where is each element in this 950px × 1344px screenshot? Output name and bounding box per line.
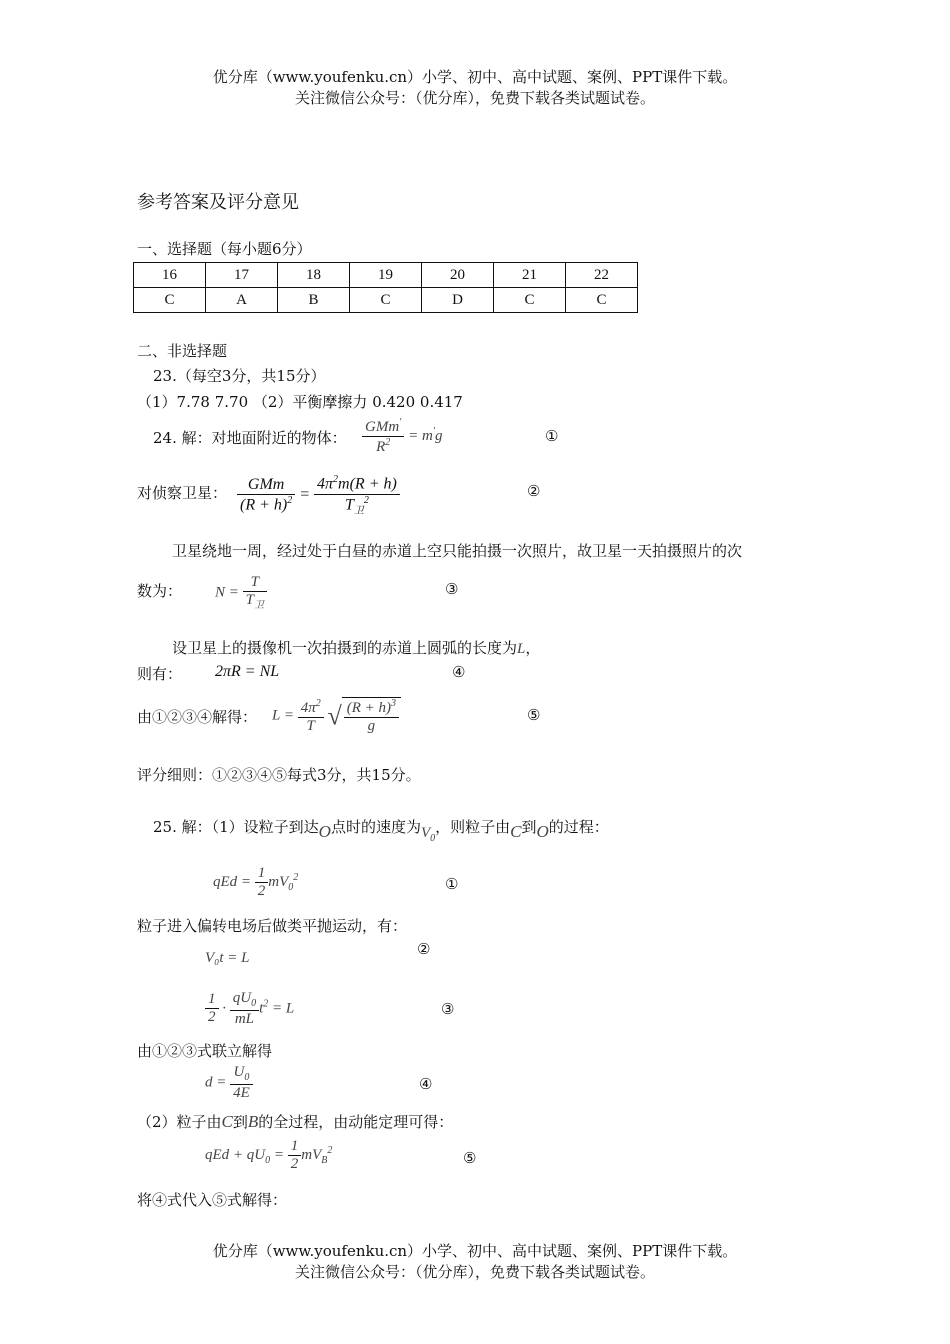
table-cell: 20 (422, 263, 494, 288)
part2-b: 到 (232, 1113, 248, 1131)
q25-intro-b: 点时的速度为 (330, 818, 421, 836)
q25-marker-2: ② (417, 940, 431, 958)
table-cell: 19 (350, 263, 422, 288)
answer-table (133, 262, 638, 313)
q25-marker-4: ④ (419, 1075, 433, 1093)
var-c: C (510, 822, 522, 841)
var-o: O (318, 822, 331, 841)
var-b: B (247, 1112, 259, 1131)
page-title: 参考答案及评分意见 (137, 192, 299, 213)
table-cell: D (422, 288, 494, 313)
header-line-1: 优分库（www.youfenku.cn）小学、初中、高中试题、案例、PPT课件下载。 (212, 68, 738, 86)
table-cell: 16 (134, 263, 206, 288)
equation-1: $\frac{GMm'}{R^2}$ = m′g (362, 417, 443, 457)
q25-marker-1: ① (445, 875, 459, 893)
enter-field-text: 粒子进入偏转电场后做类平抛运动，有： (137, 917, 408, 935)
q23-heading: 23.（每空3分，共15分） (153, 367, 326, 385)
para2-end: ， (525, 639, 541, 657)
solve-label: 由①②③④解得： (137, 708, 258, 726)
q25-intro-d: 到 (521, 818, 537, 836)
q23-answer: （1）7.78 7.70 （2）平衡摩擦力 0.420 0.417 (137, 393, 463, 411)
var-l: L (517, 641, 526, 657)
table-cell: C (134, 288, 206, 313)
para2-text: 设卫星上的摄像机一次拍摄到的赤道上圆弧的长度为 (172, 639, 518, 657)
joint-solve-text: 由①②③式联立解得 (137, 1042, 273, 1060)
marker-5: ⑤ (527, 706, 541, 724)
equation-25-3: $\frac{1}{2}$ · $\frac{qU_0}{mL}$ $t^2 = L$ (205, 990, 294, 1028)
table-cell: C (494, 288, 566, 313)
part2-a: （2）粒子由 (137, 1113, 222, 1131)
equation-25-4: d = $\frac{U_0}{4E}$ (205, 1064, 253, 1102)
table-cell: 21 (494, 263, 566, 288)
var-v0: V (420, 825, 431, 841)
equation-25-2: V₀t = L (205, 950, 250, 966)
q25-part2 (137, 1111, 453, 1132)
footer-line-2: 关注微信公众号：（优分库），免费下载各类试题试卷。 (294, 1263, 655, 1281)
q24-intro: 24. 解：对地面附近的物体： (153, 429, 347, 447)
q25-intro-e: 的过程： (548, 818, 609, 836)
equation-4: 2πR = NL (215, 663, 280, 680)
q24-paragraph-2 (172, 637, 540, 658)
var-o-2: O (536, 822, 549, 841)
table-cell: A (206, 288, 278, 313)
marker-4: ④ (452, 663, 466, 681)
q25-marker-5: ⑤ (463, 1149, 477, 1167)
footer-line-1: 优分库（www.youfenku.cn）小学、初中、高中试题、案例、PPT课件下载。 (212, 1242, 738, 1260)
equation-5: L = $\frac{4\pi^2}{T}$ √ $\frac{(R + h)^3}{g}$ (272, 697, 401, 736)
q25-marker-3: ③ (441, 1000, 455, 1018)
equation-25-1: qEd = $\frac{1}{2}$ $mV_0^2$ (213, 865, 299, 900)
var-c-2: C (221, 1112, 233, 1131)
equation-25-5: qEd + $qU_0$ = $\frac{1}{2}$ $mV_B^2$ (205, 1138, 333, 1173)
equation-2: $\frac{\text{GMm}}{(R + h)^2}$ = $\frac{4\pi^2m(R + h)}{T_卫^2}$ (237, 474, 400, 517)
section2-heading: 二、非选择题 (137, 342, 228, 360)
table-cell: 22 (566, 263, 638, 288)
substitute-text: 将④式代入⑤式解得： (137, 1191, 288, 1209)
marker-3: ③ (445, 580, 459, 598)
answer-table-answers-row (134, 288, 638, 313)
header-line-2: 关注微信公众号：（优分库），免费下载各类试题试卷。 (294, 89, 655, 107)
satellite-label: 对侦察卫星： (137, 484, 228, 502)
marker-1: ① (545, 427, 559, 445)
table-cell: 17 (206, 263, 278, 288)
table-cell: C (350, 288, 422, 313)
answer-table-numbers-row (134, 263, 638, 288)
equation-3: N = $\frac{T}{T_卫}$ (215, 574, 267, 612)
q25-intro: 25. 解：（1）设粒子到达O点时的速度为$V_0$，则粒子由C到O的过程： (153, 818, 609, 844)
part2-c: 的全过程，由动能定理可得： (258, 1113, 454, 1131)
scoring-note: 评分细则：①②③④⑤每式3分，共15分。 (137, 766, 421, 784)
q24-paragraph-1: 卫星绕地一周，经过处于白昼的赤道上空只能拍摄一次照片，故卫星一天拍摄照片的次 (172, 542, 743, 560)
table-cell: 18 (278, 263, 350, 288)
q25-intro-a: 25. 解：（1）设粒子到达 (153, 818, 319, 836)
marker-2: ② (527, 482, 541, 500)
table-cell: C (566, 288, 638, 313)
table-cell: B (278, 288, 350, 313)
q25-intro-c: ，则粒子由 (435, 818, 511, 836)
section1-heading: 一、选择题（每小题6分） (137, 240, 312, 258)
count-label: 数为： (137, 582, 183, 600)
then-label: 则有： (137, 665, 183, 683)
